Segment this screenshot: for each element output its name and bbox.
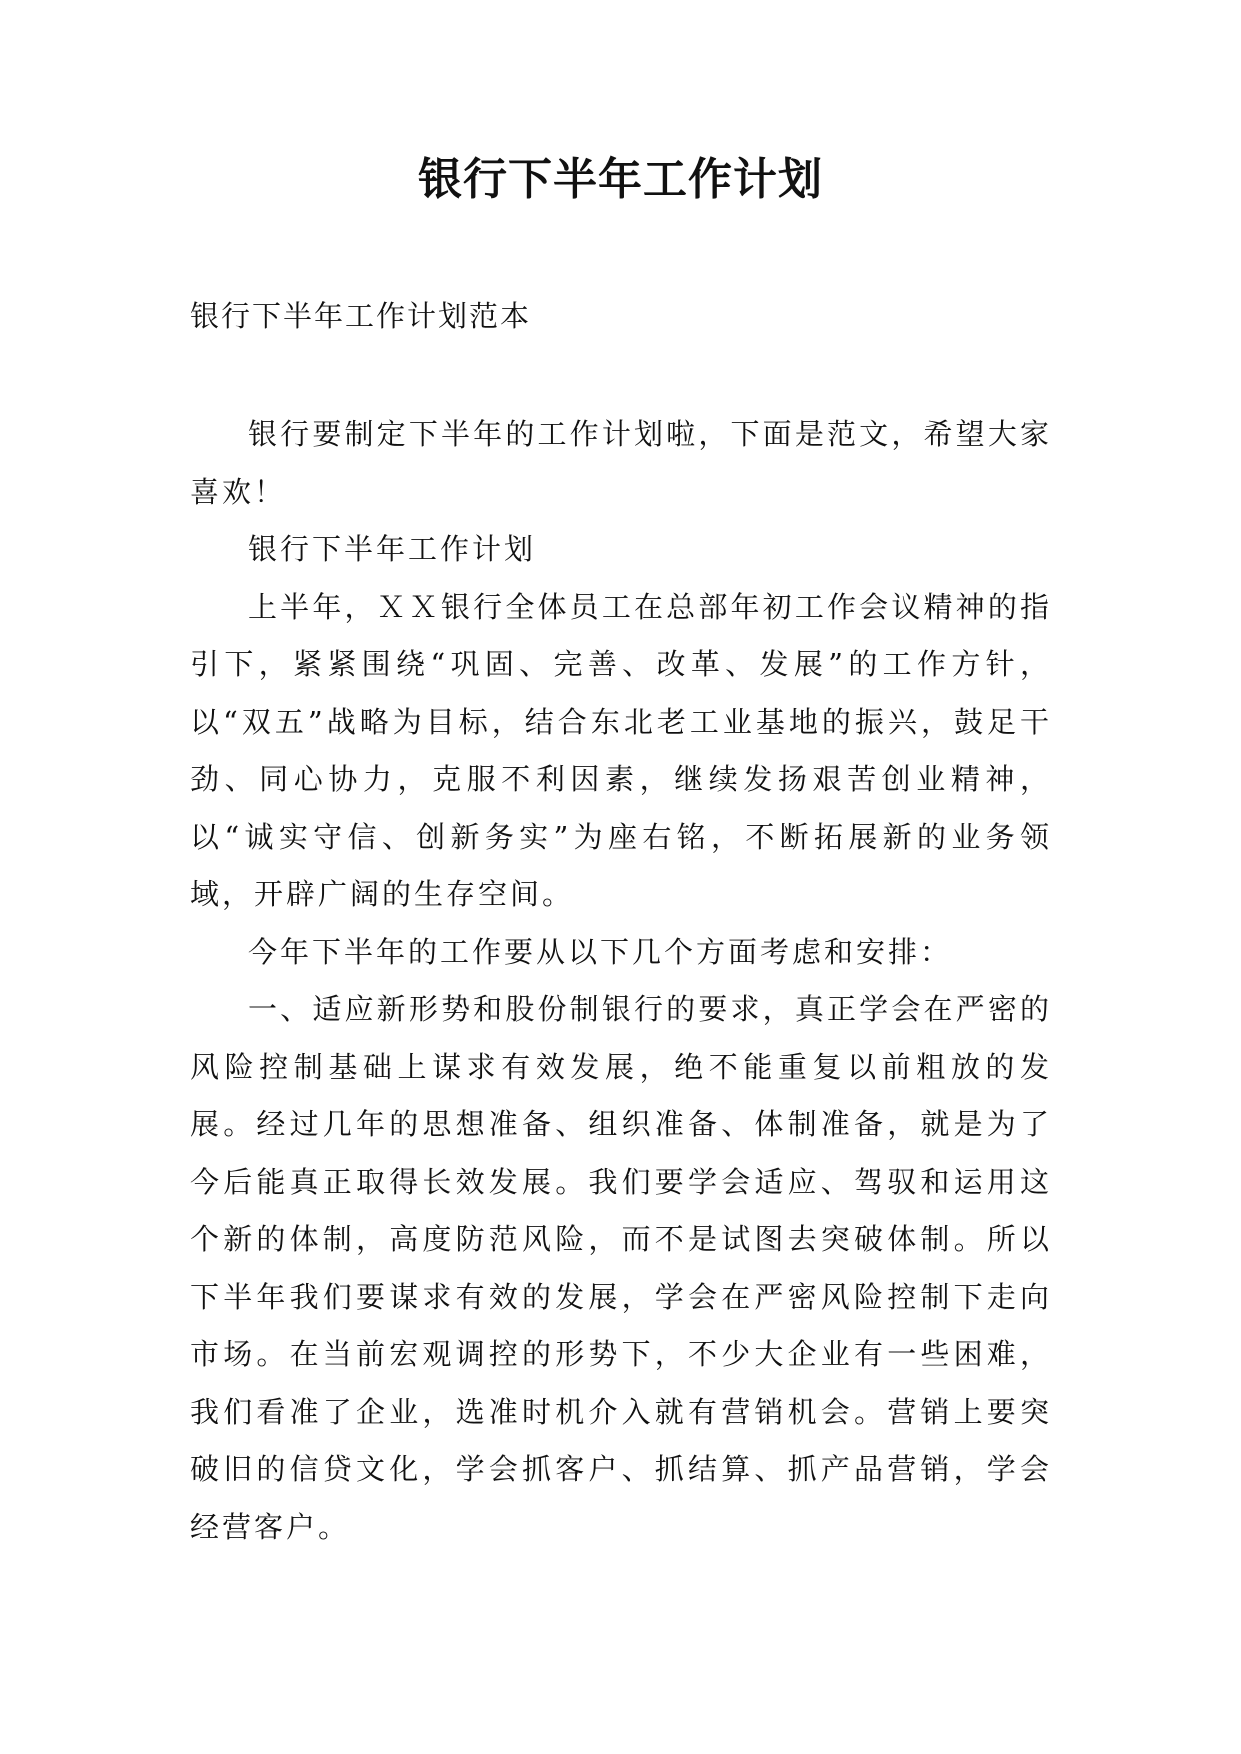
paragraph-plan-intro: 今年下半年的工作要从以下几个方面考虑和安排： (248, 934, 953, 969)
paragraph-first-half-review: 上半年，ＸＸ银行全体员工在总部年初工作会议精神的指引下，紧紧围绕“巩固、完善、改革、发展”的工作方针，以“双五”战略为目标，结合东北老工业基地的振兴，鼓足干劲、同心协力，克服不利因素，继续发扬艰苦创业精神，以“诚实守信、创新务实”为座右铭，不断拓展新的业务领域，开辟广阔的生存空间。 (190, 589, 1052, 911)
document-body (190, 406, 1052, 1556)
paragraph-heading: 银行下半年工作计划 (248, 532, 537, 566)
paragraph-intro: 银行要制定下半年的工作计划啦，下面是范文，希望大家喜欢！ (190, 417, 1052, 509)
document-title: 银行下半年工作计划 (418, 154, 823, 205)
document-subtitle: 银行下半年工作计划范本 (190, 299, 532, 333)
paragraph-point-one: 一、适应新形势和股份制银行的要求，真正学会在严密的风险控制基础上谋求有效发展，绝不能重复以前粗放的发展。经过几年的思想准备、组织准备、体制准备，就是为了今后能真正取得长效发展。我们要学会适应、驾驭和运用这个新的体制，高度防范风险，而不是试图去突破体制。所以下半年我们要谋求有效的发展，学会在严密风险控制下走向市场。在当前宏观调控的形势下，不少大企业有一些困难，我们看准了企业，选准时机介入就有营销机会。营销上要突破旧的信贷文化，学会抓客户、抓结算、抓产品营销，学会经营客户。 (190, 992, 1052, 1544)
